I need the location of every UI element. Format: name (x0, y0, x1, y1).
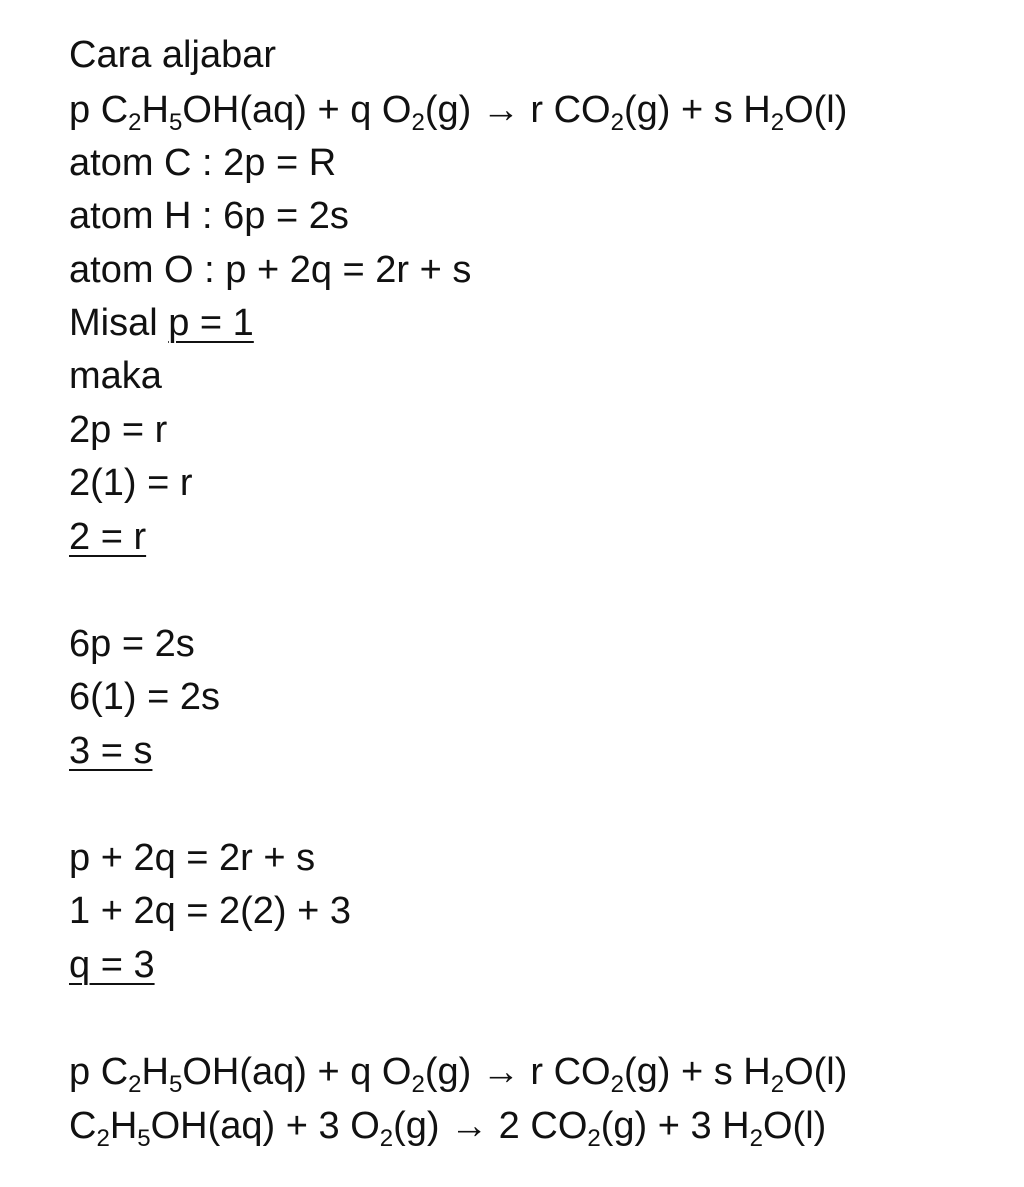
assumption-prefix: Misal (69, 302, 169, 344)
reaction-equation-general-repeat (69, 1050, 848, 1098)
eq-part: p C (69, 89, 129, 131)
r-step-2: 2(1) = r (69, 462, 193, 504)
eq-subscript: 2 (749, 1125, 763, 1152)
eq-part: H (141, 1051, 169, 1093)
eq-part: (g) → r CO (424, 1051, 611, 1093)
eq-subscript: 2 (128, 1071, 142, 1098)
eq-subscript: 2 (587, 1125, 601, 1152)
eq-part: OH(aq) + q O (182, 89, 412, 131)
eq-subscript: 2 (379, 1125, 394, 1152)
q-step-1: p + 2q = 2r + s (69, 837, 316, 879)
then-label: maka (69, 355, 162, 397)
eq-part: O(l) (784, 1051, 848, 1093)
s-step-2: 6(1) = 2s (69, 676, 221, 718)
s-step-1: 6p = 2s (69, 623, 195, 665)
eq-part: OH(aq) + 3 O (150, 1105, 380, 1147)
assumption-line (69, 301, 254, 345)
s-result: 3 = s (69, 730, 153, 772)
document-title: Cara aljabar (69, 34, 276, 76)
eq-part: (g) + 3 H (600, 1105, 750, 1147)
eq-subscript: 2 (96, 1125, 110, 1152)
eq-subscript: 2 (610, 1071, 624, 1098)
eq-part: (g) → r CO (424, 89, 611, 131)
eq-subscript: 2 (128, 109, 142, 136)
atom-o-balance: atom O : p + 2q = 2r + s (69, 249, 472, 291)
eq-part: O(l) (762, 1105, 827, 1147)
r-step-1: 2p = r (69, 409, 168, 451)
eq-subscript: 5 (137, 1125, 151, 1152)
assumption-value: p = 1 (168, 302, 254, 344)
reaction-equation-general (69, 88, 848, 136)
eq-part: C (69, 1105, 97, 1147)
eq-subscript: 5 (168, 1071, 183, 1098)
reaction-equation-balanced (69, 1104, 827, 1152)
eq-subscript: 2 (411, 109, 425, 136)
eq-subscript: 2 (770, 109, 785, 136)
eq-part: H (141, 89, 169, 131)
eq-subscript: 2 (770, 1071, 785, 1098)
atom-h-balance: atom H : 6p = 2s (69, 195, 349, 237)
r-result: 2 = r (69, 516, 147, 558)
eq-subscript: 2 (610, 109, 624, 136)
eq-subscript: 2 (411, 1071, 425, 1098)
q-result: q = 3 (69, 944, 155, 986)
eq-part: (g) + s H (623, 1051, 771, 1093)
eq-part: (g) → 2 CO (393, 1105, 588, 1147)
eq-part: p C (69, 1051, 129, 1093)
eq-part: OH(aq) + q O (182, 1051, 412, 1093)
eq-subscript: 5 (168, 109, 183, 136)
eq-part: O(l) (784, 89, 848, 131)
atom-c-balance: atom C : 2p = R (69, 142, 337, 184)
q-step-2: 1 + 2q = 2(2) + 3 (69, 890, 352, 932)
eq-part: (g) + s H (623, 89, 771, 131)
eq-part: H (109, 1105, 138, 1147)
